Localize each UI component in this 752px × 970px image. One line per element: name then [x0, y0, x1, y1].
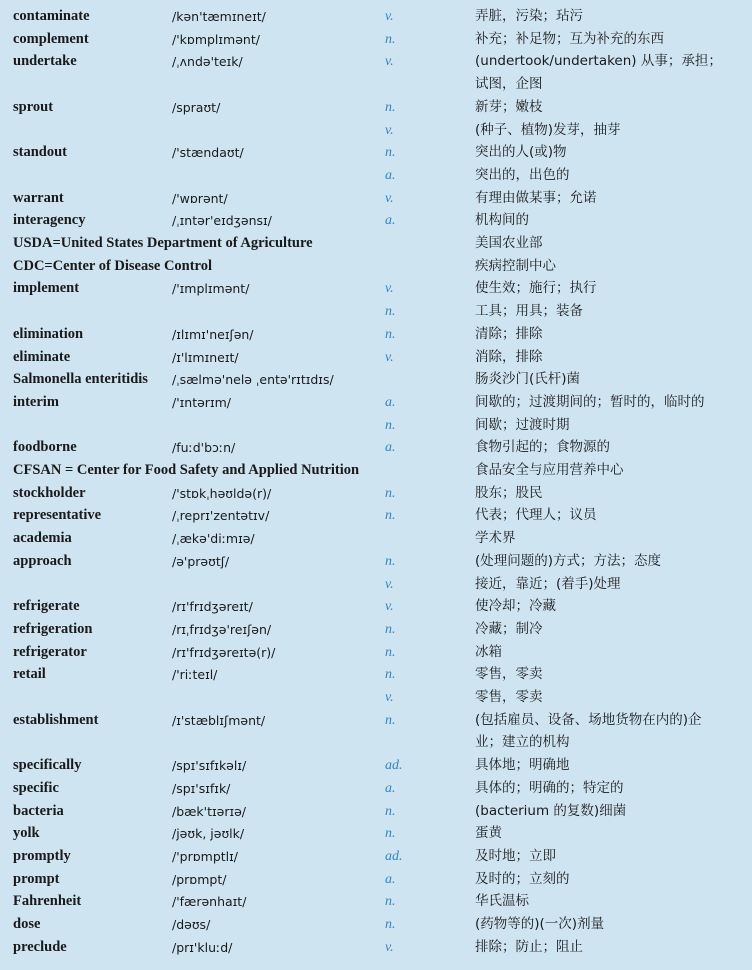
headword: refrigerator: [13, 643, 87, 660]
definition: 间歇的；过渡期间的；暂时的，临时的: [475, 393, 705, 410]
glossary-entry: [0, 913, 752, 936]
glossary-entry: [0, 595, 752, 618]
headword: academia: [13, 530, 72, 547]
glossary-entry: [0, 96, 752, 119]
definition: 华氏温标: [475, 893, 529, 910]
part-of-speech: v.: [385, 939, 394, 955]
glossary-entry: [0, 28, 752, 51]
part-of-speech: v.: [385, 576, 394, 592]
definition: 使生效；施行；执行: [475, 280, 597, 297]
definition: 及时的；立刻的: [475, 870, 570, 887]
headword: CFSAN = Center for Food Safety and Applied Nutrition: [13, 462, 360, 478]
headword: warrant: [13, 189, 64, 206]
definition: (种子、植物)发芽，抽芽: [475, 121, 621, 138]
part-of-speech: a.: [385, 394, 396, 410]
pronunciation: /'stɒkˌhəʊldə(r)/: [172, 485, 272, 501]
glossary-entry: [0, 663, 752, 686]
pronunciation: /spɪ'sɪfɪk/: [172, 780, 231, 796]
pronunciation: /'ɪmplɪmənt/: [172, 281, 250, 297]
headword: stockholder: [13, 484, 86, 501]
glossary-entry: [0, 868, 752, 891]
definition: 业；建立的机构: [475, 734, 570, 751]
headword: refrigerate: [13, 598, 80, 615]
part-of-speech: n.: [385, 485, 396, 501]
glossary-entry: [0, 277, 752, 300]
headword: contaminate: [13, 8, 90, 24]
glossary-entry: [0, 459, 752, 482]
glossary-entry: [0, 822, 752, 845]
definition: 代表；代理人；议员: [475, 507, 597, 524]
pronunciation: /'ɪntərɪm/: [172, 394, 231, 410]
part-of-speech: n.: [385, 712, 396, 728]
pronunciation: /ˌreprɪ'zentətɪv/: [172, 508, 270, 524]
definition: (处理问题的)方式；方法；态度: [475, 552, 662, 569]
definition: 具体的；明确的；特定的: [475, 779, 624, 796]
definition: 间歇；过渡时期: [475, 416, 570, 433]
glossary-entry: [0, 936, 752, 959]
part-of-speech: v.: [385, 690, 394, 705]
definition: 疾病控制中心: [475, 257, 556, 274]
glossary-entry: [0, 300, 752, 323]
part-of-speech: n.: [385, 31, 396, 47]
headword: eliminate: [13, 348, 71, 365]
definition: 零售，零卖: [475, 666, 543, 683]
glossary-entry: [0, 890, 752, 913]
part-of-speech: n.: [385, 667, 396, 683]
part-of-speech: a.: [385, 167, 396, 183]
part-of-speech: v.: [385, 54, 394, 70]
glossary-entry: [0, 187, 752, 210]
headword: interim: [13, 393, 59, 410]
headword: Salmonella enteritidis: [13, 371, 148, 388]
pronunciation: /rɪˌfrɪdʒə'reɪʃən/: [172, 621, 272, 637]
definition: 学术界: [475, 530, 516, 547]
headword: retail: [13, 666, 46, 683]
glossary-entry: [0, 209, 752, 232]
definition: 突出的，出色的: [475, 166, 570, 183]
pronunciation: /ɪ'stæblɪʃmənt/: [172, 712, 266, 728]
glossary-entry: [0, 641, 752, 664]
part-of-speech: n.: [385, 826, 396, 842]
glossary-entry: [0, 550, 752, 573]
glossary-entry: [0, 482, 752, 505]
definition: 零售，零卖: [475, 689, 543, 705]
part-of-speech: v.: [385, 281, 394, 297]
pronunciation: /ˌsælmə'nelə ˌentə'rɪtɪdɪs/: [172, 372, 334, 388]
pronunciation: /jəʊk, jəʊlk/: [172, 826, 245, 842]
part-of-speech: n.: [385, 417, 396, 433]
glossary-entry: [0, 686, 752, 709]
definition: 使冷却；冷藏: [475, 598, 556, 615]
headword: promptly: [13, 847, 71, 864]
pronunciation: /rɪ'frɪdʒəreɪt/: [172, 599, 253, 615]
glossary-entry: [0, 50, 752, 73]
part-of-speech: n.: [385, 917, 396, 932]
part-of-speech: n.: [385, 803, 396, 819]
part-of-speech: n.: [385, 326, 396, 342]
definition: 新芽；嫩枝: [475, 98, 543, 115]
pronunciation: /ɪlɪmɪ'neɪʃən/: [172, 326, 254, 342]
headword: elimination: [13, 325, 84, 342]
definition: 工具；用具；装备: [475, 303, 583, 320]
definition: (undertook/undertaken) 从事；承担；: [475, 53, 722, 70]
glossary-entry: [0, 5, 752, 28]
pronunciation: /'prɒmptlɪ/: [172, 848, 238, 864]
part-of-speech: a.: [385, 213, 396, 229]
pronunciation: /ˌækə'diːmɪə/: [172, 531, 255, 547]
definition: 补充；补足物；互为补充的东西: [475, 30, 664, 47]
glossary-entry: [0, 709, 752, 732]
part-of-speech: n.: [385, 99, 396, 115]
definition: 股东；股民: [475, 484, 543, 501]
headword: sprout: [13, 98, 54, 115]
part-of-speech: n.: [385, 304, 396, 320]
part-of-speech: n.: [385, 644, 396, 660]
definition: 排除；防止；阻止: [475, 938, 583, 955]
definition: 清除；排除: [475, 325, 543, 342]
pronunciation: /'kɒmplɪmənt/: [172, 31, 260, 47]
glossary-entry: [0, 504, 752, 527]
pronunciation: /bæk'tɪərɪə/: [172, 803, 247, 819]
part-of-speech: v.: [385, 599, 394, 615]
glossary-entry: [0, 255, 752, 278]
headword: USDA=United States Department of Agriculture: [13, 235, 313, 251]
glossary-entry: [0, 141, 752, 164]
glossary-entry: [0, 323, 752, 346]
glossary-entry: [0, 346, 752, 369]
glossary-entry: [0, 368, 752, 391]
headword: representative: [13, 507, 102, 524]
part-of-speech: ad.: [385, 758, 403, 774]
headword: refrigeration: [13, 620, 93, 637]
pronunciation: /'færənhaɪt/: [172, 894, 247, 910]
headword: prompt: [13, 870, 60, 887]
definition: 消除，排除: [475, 348, 543, 365]
pronunciation: /ɪ'lɪmɪneɪt/: [172, 349, 239, 365]
headword: standout: [13, 144, 67, 161]
pronunciation: /spɪ'sɪfɪkəlɪ/: [172, 758, 247, 774]
glossary-entry: [0, 232, 752, 255]
pronunciation: /ə'prəʊtʃ/: [172, 553, 230, 569]
definition: 冰箱: [475, 643, 502, 660]
part-of-speech: a.: [385, 440, 396, 456]
pronunciation: /'wɒrənt/: [172, 190, 228, 206]
glossary-entry: [0, 391, 752, 414]
headword: interagency: [13, 212, 86, 229]
definition: 食品安全与应用营养中心: [475, 462, 624, 478]
pronunciation: /kən'tæmɪneɪt/: [172, 9, 266, 24]
glossary-entry: [0, 731, 752, 754]
headword: establishment: [13, 711, 99, 728]
pronunciation: /ˌɪntər'eɪdʒənsɪ/: [172, 213, 272, 229]
headword: complement: [13, 30, 89, 47]
definition: 机构间的: [475, 212, 529, 229]
part-of-speech: n.: [385, 621, 396, 637]
headword: implement: [13, 280, 80, 297]
part-of-speech: v.: [385, 190, 394, 206]
headword: bacteria: [13, 802, 64, 819]
definition: 突出的人(或)物: [475, 144, 567, 161]
pronunciation: /'stændaʊt/: [172, 145, 244, 161]
definition: 及时地；立即: [475, 847, 556, 864]
part-of-speech: n.: [385, 145, 396, 161]
part-of-speech: n.: [385, 553, 396, 569]
part-of-speech: ad.: [385, 848, 403, 864]
part-of-speech: a.: [385, 780, 396, 796]
glossary-entry: [0, 73, 752, 96]
pronunciation: /prɪ'kluːd/: [172, 939, 233, 955]
definition: 冷藏；制冷: [475, 620, 543, 637]
definition: 有理由做某事；允诺: [475, 189, 597, 206]
glossary-entry: [0, 436, 752, 459]
glossary-entry: [0, 527, 752, 550]
pronunciation: /dəʊs/: [172, 917, 211, 932]
pronunciation: /ˌʌndə'teɪk/: [172, 54, 243, 70]
part-of-speech: v.: [385, 9, 394, 24]
glossary-entry: [0, 119, 752, 142]
definition: 食物引起的；食物源的: [475, 439, 610, 456]
definition: 美国农业部: [475, 235, 543, 251]
pronunciation: /'riːteɪl/: [172, 667, 218, 683]
pronunciation: /fuːd'bɔːn/: [172, 440, 236, 456]
definition: 具体地；明确地: [475, 757, 570, 774]
pronunciation: /prɒmpt/: [172, 871, 227, 887]
definition: (包括雇员、设备、场地货物在内的)企: [475, 711, 702, 728]
pronunciation: /spraʊt/: [172, 99, 221, 115]
part-of-speech: n.: [385, 894, 396, 910]
headword: yolk: [13, 825, 40, 842]
glossary-entry: [0, 618, 752, 641]
headword: undertake: [13, 53, 77, 70]
pronunciation: /rɪ'frɪdʒəreɪtə(r)/: [172, 644, 276, 660]
headword: preclude: [13, 938, 67, 955]
glossary-entry: [0, 414, 752, 437]
part-of-speech: v.: [385, 122, 394, 138]
part-of-speech: n.: [385, 508, 396, 524]
glossary-entry: [0, 573, 752, 596]
headword: CDC=Center of Disease Control: [13, 257, 213, 274]
definition: (bacterium 的复数)细菌: [475, 802, 627, 819]
definition: 试图，企图: [475, 76, 543, 93]
definition: 肠炎沙门(氏杆)菌: [475, 371, 581, 388]
glossary-entry: [0, 754, 752, 777]
glossary-entry: [0, 777, 752, 800]
definition: (药物等的)(一次)剂量: [475, 916, 605, 932]
headword: Fahrenheit: [13, 893, 82, 910]
definition: 接近，靠近；(着手)处理: [475, 575, 621, 592]
definition: 蛋黄: [475, 825, 502, 842]
headword: specifically: [13, 757, 82, 774]
part-of-speech: v.: [385, 349, 394, 365]
glossary-entry: [0, 164, 752, 187]
headword: specific: [13, 779, 59, 796]
part-of-speech: a.: [385, 871, 396, 887]
glossary-entry: [0, 845, 752, 868]
headword: approach: [13, 552, 72, 569]
glossary-entry: [0, 800, 752, 823]
headword: foodborne: [13, 439, 77, 456]
headword: dose: [13, 916, 41, 932]
definition: 弄脏，污染；玷污: [475, 8, 583, 24]
